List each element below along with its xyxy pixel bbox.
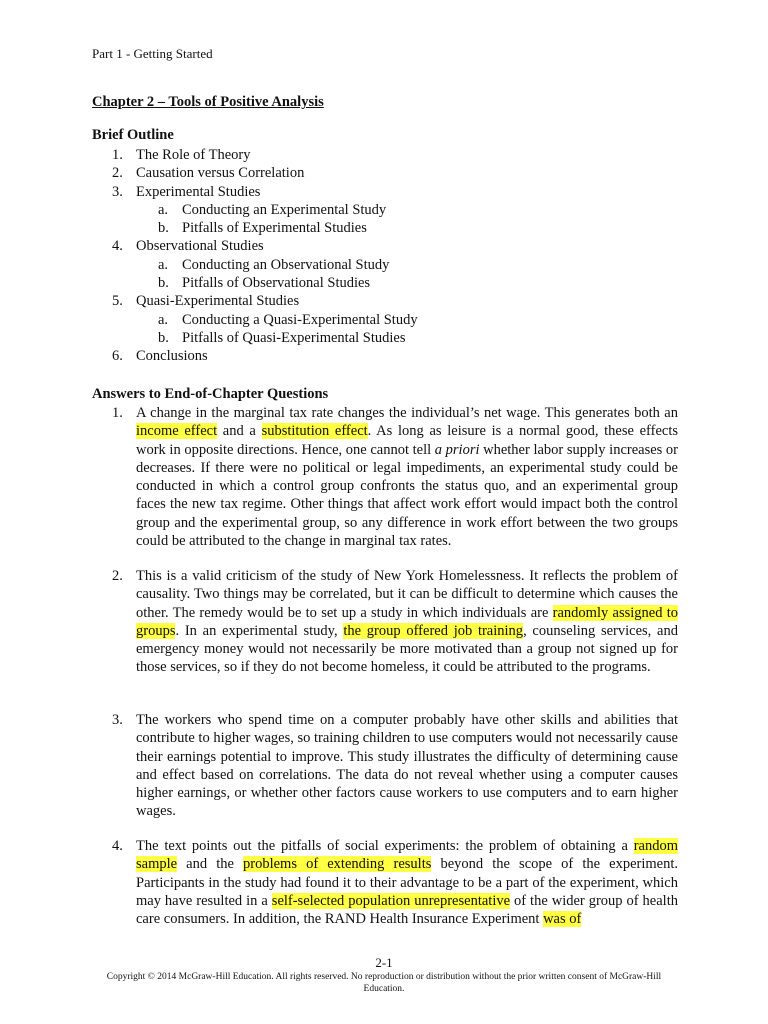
answer-item-1 xyxy=(112,404,678,550)
outline-item xyxy=(112,146,418,164)
highlighted-text: substitution effect xyxy=(261,423,368,440)
answer-text-segment: , counseling services, and emergency money would not necessarily be more motivated than a group not signed up for those services, so if they do not become homeless, it could be attributed to the programs. xyxy=(136,622,678,676)
outline-subitem-letter: b. xyxy=(158,220,169,237)
answer-text-segment: . As long as leisure is a normal good, these effects work in opposite directions. Hence, one cannot tell xyxy=(136,423,678,458)
highlighted-text: income effect xyxy=(136,423,218,440)
outline-item-label: Causation versus Correlation xyxy=(136,165,305,182)
answer-item-4 xyxy=(112,837,678,928)
outline-item xyxy=(112,237,418,255)
answer-item-2 xyxy=(112,567,678,677)
outline-item-label: Conclusions xyxy=(136,348,208,365)
answer-number: 3. xyxy=(112,712,123,728)
outline-subitem-letter: b. xyxy=(158,275,169,292)
answer-text-segment: and the xyxy=(177,856,244,873)
outline-item xyxy=(112,347,418,365)
outline-subitem-label: Pitfalls of Experimental Studies xyxy=(182,220,367,237)
outline-subitem-label: Conducting a Quasi-Experimental Study xyxy=(182,311,418,328)
outline-subitem-letter: a. xyxy=(158,201,169,218)
outline-subitem-label: Pitfalls of Observational Studies xyxy=(182,275,371,292)
answer-text-segment: whether labor supply increases or decreases. If there were no political or legal impediments, an experimental study could be conducted in which a control group confronts the status quo, and an experimental group faces the new tax regime. Other things that affect work effort would impact both the control group and the experimental group, so any difference in work effort between the two groups could be attributed to the change in marginal tax rates. xyxy=(136,441,679,550)
answer-text xyxy=(136,404,678,550)
answer-text-segment: beyond the scope of the experiment. Participants in the study had found it to their advantage to be a part of the experiment, which may have resulted in a xyxy=(136,856,678,909)
outline-item-number: 2. xyxy=(112,165,123,182)
answer-text-segment: . In an experimental study, xyxy=(175,622,344,639)
outline-item-label: The Role of Theory xyxy=(136,147,251,163)
answer-number: 1. xyxy=(112,405,123,421)
answer-text-segment: The workers who spend time on a computer probably have other skills and abilities that contribute to higher wages, so training children to use computers would not necessarily cause their earnings potential to improve. This study illustrates the difficulty of determining cause and effect based on correlations. The data do not reveal whether using a computer causes higher earnings, or whether other factors cause workers to use computers and to earn higher wages. xyxy=(136,712,678,820)
outline-item-number: 1. xyxy=(112,147,123,163)
answer-number: 2. xyxy=(112,568,123,584)
highlighted-text: self-selected population unrepresentative xyxy=(271,892,511,909)
outline-item-label: Observational Studies xyxy=(136,238,264,255)
outline-item xyxy=(112,183,418,201)
outline-subitem-label: Pitfalls of Quasi-Experimental Studies xyxy=(182,329,406,346)
outline-subitem-letter: a. xyxy=(158,311,169,328)
outline-subitem-label: Conducting an Experimental Study xyxy=(182,201,387,218)
outline-subitem xyxy=(112,201,418,219)
page-number: 2-1 xyxy=(375,955,393,970)
outline-item-label: Quasi-Experimental Studies xyxy=(136,293,300,310)
running-header: Part 1 - Getting Started xyxy=(92,46,213,61)
highlighted-text: was of xyxy=(543,911,582,928)
outline-subitem xyxy=(112,329,418,347)
outline-subitem xyxy=(112,219,418,237)
outline-subitem xyxy=(112,256,418,274)
italic-text: a priori xyxy=(434,441,480,458)
answers-heading: Answers to End-of-Chapter Questions xyxy=(92,386,329,402)
answer-text-segment: The text points out the pitfalls of social experiments: the problem of obtaining a xyxy=(136,838,634,854)
outline-item-number: 6. xyxy=(112,348,123,365)
answer-text xyxy=(136,837,678,928)
outline-subitem xyxy=(112,311,418,329)
chapter-title: Chapter 2 – Tools of Positive Analysis xyxy=(92,94,324,110)
brief-outline-list xyxy=(112,146,418,366)
answer-text-segment: of the wider group of health care consumers. In addition, the RAND Health Insurance Experiment xyxy=(136,892,678,928)
outline-item xyxy=(112,164,418,182)
answer-item-3 xyxy=(112,711,678,821)
highlighted-text: random sample xyxy=(136,838,678,873)
outline-subitem-letter: b. xyxy=(158,329,169,346)
answer-text-segment: A change in the marginal tax rate changes the individual’s net wage. This generates both an xyxy=(136,405,678,421)
outline-item-number: 4. xyxy=(112,238,123,255)
outline-item-number: 5. xyxy=(112,293,123,310)
copyright-notice: Copyright © 2014 McGraw-Hill Education. All rights reserved. No reproduction or distribution without the prior written consent of McGraw-Hill Education. xyxy=(106,972,662,994)
highlighted-text: the group offered job training xyxy=(343,622,524,639)
answer-text-segment: This is a valid criticism of the study of New York Homelessness. It reflects the problem of causality. Two things may be correlated, but it can be difficult to determine which causes the other. The remedy would be to set up a study in which individuals are xyxy=(136,568,678,621)
answer-text xyxy=(136,711,678,821)
outline-item-label: Experimental Studies xyxy=(136,183,261,200)
outline-subitem-letter: a. xyxy=(158,256,169,273)
outline-heading: Brief Outline xyxy=(92,127,174,143)
highlighted-text: randomly assigned to groups xyxy=(136,604,678,639)
answer-number: 4. xyxy=(112,838,123,854)
answer-text-segment: and a xyxy=(217,423,262,440)
answer-text xyxy=(136,567,678,677)
outline-item xyxy=(112,292,418,310)
outline-item-number: 3. xyxy=(112,183,123,200)
highlighted-text: problems of extending results xyxy=(243,856,432,873)
outline-subitem xyxy=(112,274,418,292)
outline-subitem-label: Conducting an Observational Study xyxy=(182,256,390,273)
